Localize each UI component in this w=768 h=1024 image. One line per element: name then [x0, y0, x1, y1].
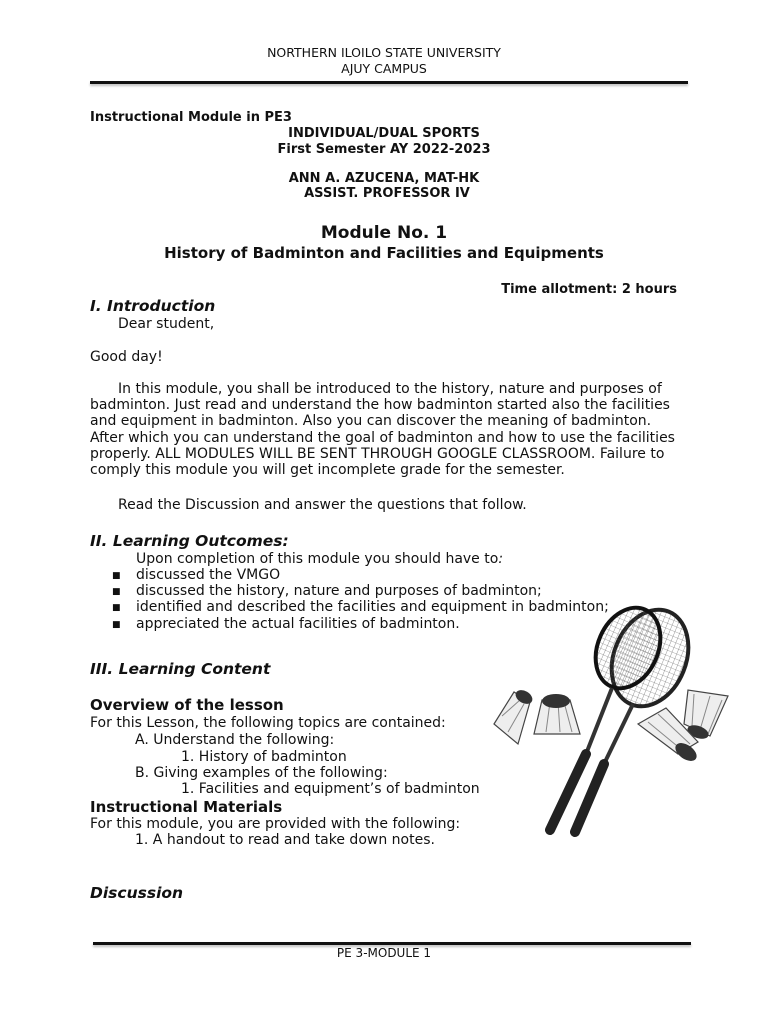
outcomes-lead-text: Upon completion of this module you should have to [136, 551, 499, 567]
materials-lead: For this module, you are provided with the following: [90, 816, 461, 832]
author-name: ANN A. AZUCENA, MAT-HK [288, 171, 480, 186]
discussion-instruction: Read the Discussion and answer the questions that follow. [118, 497, 527, 513]
topic-a: A. Understand the following: [135, 732, 335, 748]
header-rule [90, 81, 688, 84]
discussion-heading: Discussion [90, 884, 184, 902]
bullet-icon: ■ [112, 620, 121, 630]
time-allotment: Time allotment: 2 hours [501, 282, 677, 297]
salutation: Dear student, [118, 316, 215, 332]
course-title: INDIVIDUAL/DUAL SPORTS [288, 126, 480, 141]
university-name: NORTHERN ILOILO STATE UNIVERSITY [267, 45, 501, 60]
materials-item-1: 1. A handout to read and take down notes. [135, 832, 435, 848]
outcome-item: discussed the history, nature and purposes of badminton; [136, 583, 542, 599]
module-subtitle: History of Badminton and Facilities and Equipments [164, 244, 604, 262]
bullet-icon: ■ [112, 587, 121, 597]
semester: First Semester AY 2022-2023 [277, 142, 491, 157]
footer-label: PE 3-MODULE 1 [336, 946, 432, 960]
shuttlecock-icon [534, 694, 580, 734]
outcomes-lead [136, 551, 503, 567]
paragraph-line: After which you can understand the goal of badminton and how to use the facilities [90, 429, 675, 446]
paragraph-line: In this module, you shall be introduced to the history, nature and purposes of [118, 381, 662, 397]
paragraph-line: badminton. Just read and understand the how badminton started also the facilities [90, 397, 670, 414]
campus-name: AJUY CAMPUS [341, 61, 427, 76]
author-position: ASSIST. PROFESSOR IV [304, 186, 470, 201]
shuttlecock-icon [494, 687, 535, 744]
topic-b: B. Giving examples of the following: [135, 765, 388, 781]
outcomes-lead-colon: : [498, 551, 504, 567]
module-label: Instructional Module in PE3 [90, 110, 292, 125]
outcome-item: identified and described the facilities and equipment in badminton; [136, 599, 609, 615]
footer-rule [93, 942, 691, 945]
content-heading: III. Learning Content [90, 660, 271, 678]
outcomes-heading: II. Learning Outcomes: [90, 532, 289, 550]
topic-a-1: 1. History of badminton [181, 749, 347, 765]
outcome-item: appreciated the actual facilities of badminton. [136, 616, 460, 632]
bullet-icon: ■ [112, 571, 121, 581]
materials-heading: Instructional Materials [90, 798, 283, 816]
topic-b-1: 1. Facilities and equipment’s of badminton [181, 781, 480, 797]
greeting: Good day! [90, 349, 163, 365]
module-number: Module No. 1 [320, 223, 448, 243]
badminton-illustration [488, 604, 734, 844]
bullet-icon: ■ [112, 603, 121, 613]
overview-lead: For this Lesson, the following topics are contained: [90, 715, 446, 731]
paragraph-line: comply this module you will get incomplete grade for the semester. [90, 462, 565, 479]
paragraph-line: properly. ALL MODULES WILL BE SENT THROUGH GOOGLE CLASSROOM. Failure to [90, 445, 665, 462]
paragraph-line: and equipment in badminton. Also you can discover the meaning of badminton. [90, 413, 652, 430]
introduction-heading: I. Introduction [90, 297, 216, 315]
outcome-item: discussed the VMGO [136, 567, 281, 583]
introduction-paragraph [90, 381, 690, 478]
overview-heading: Overview of the lesson [90, 696, 284, 714]
